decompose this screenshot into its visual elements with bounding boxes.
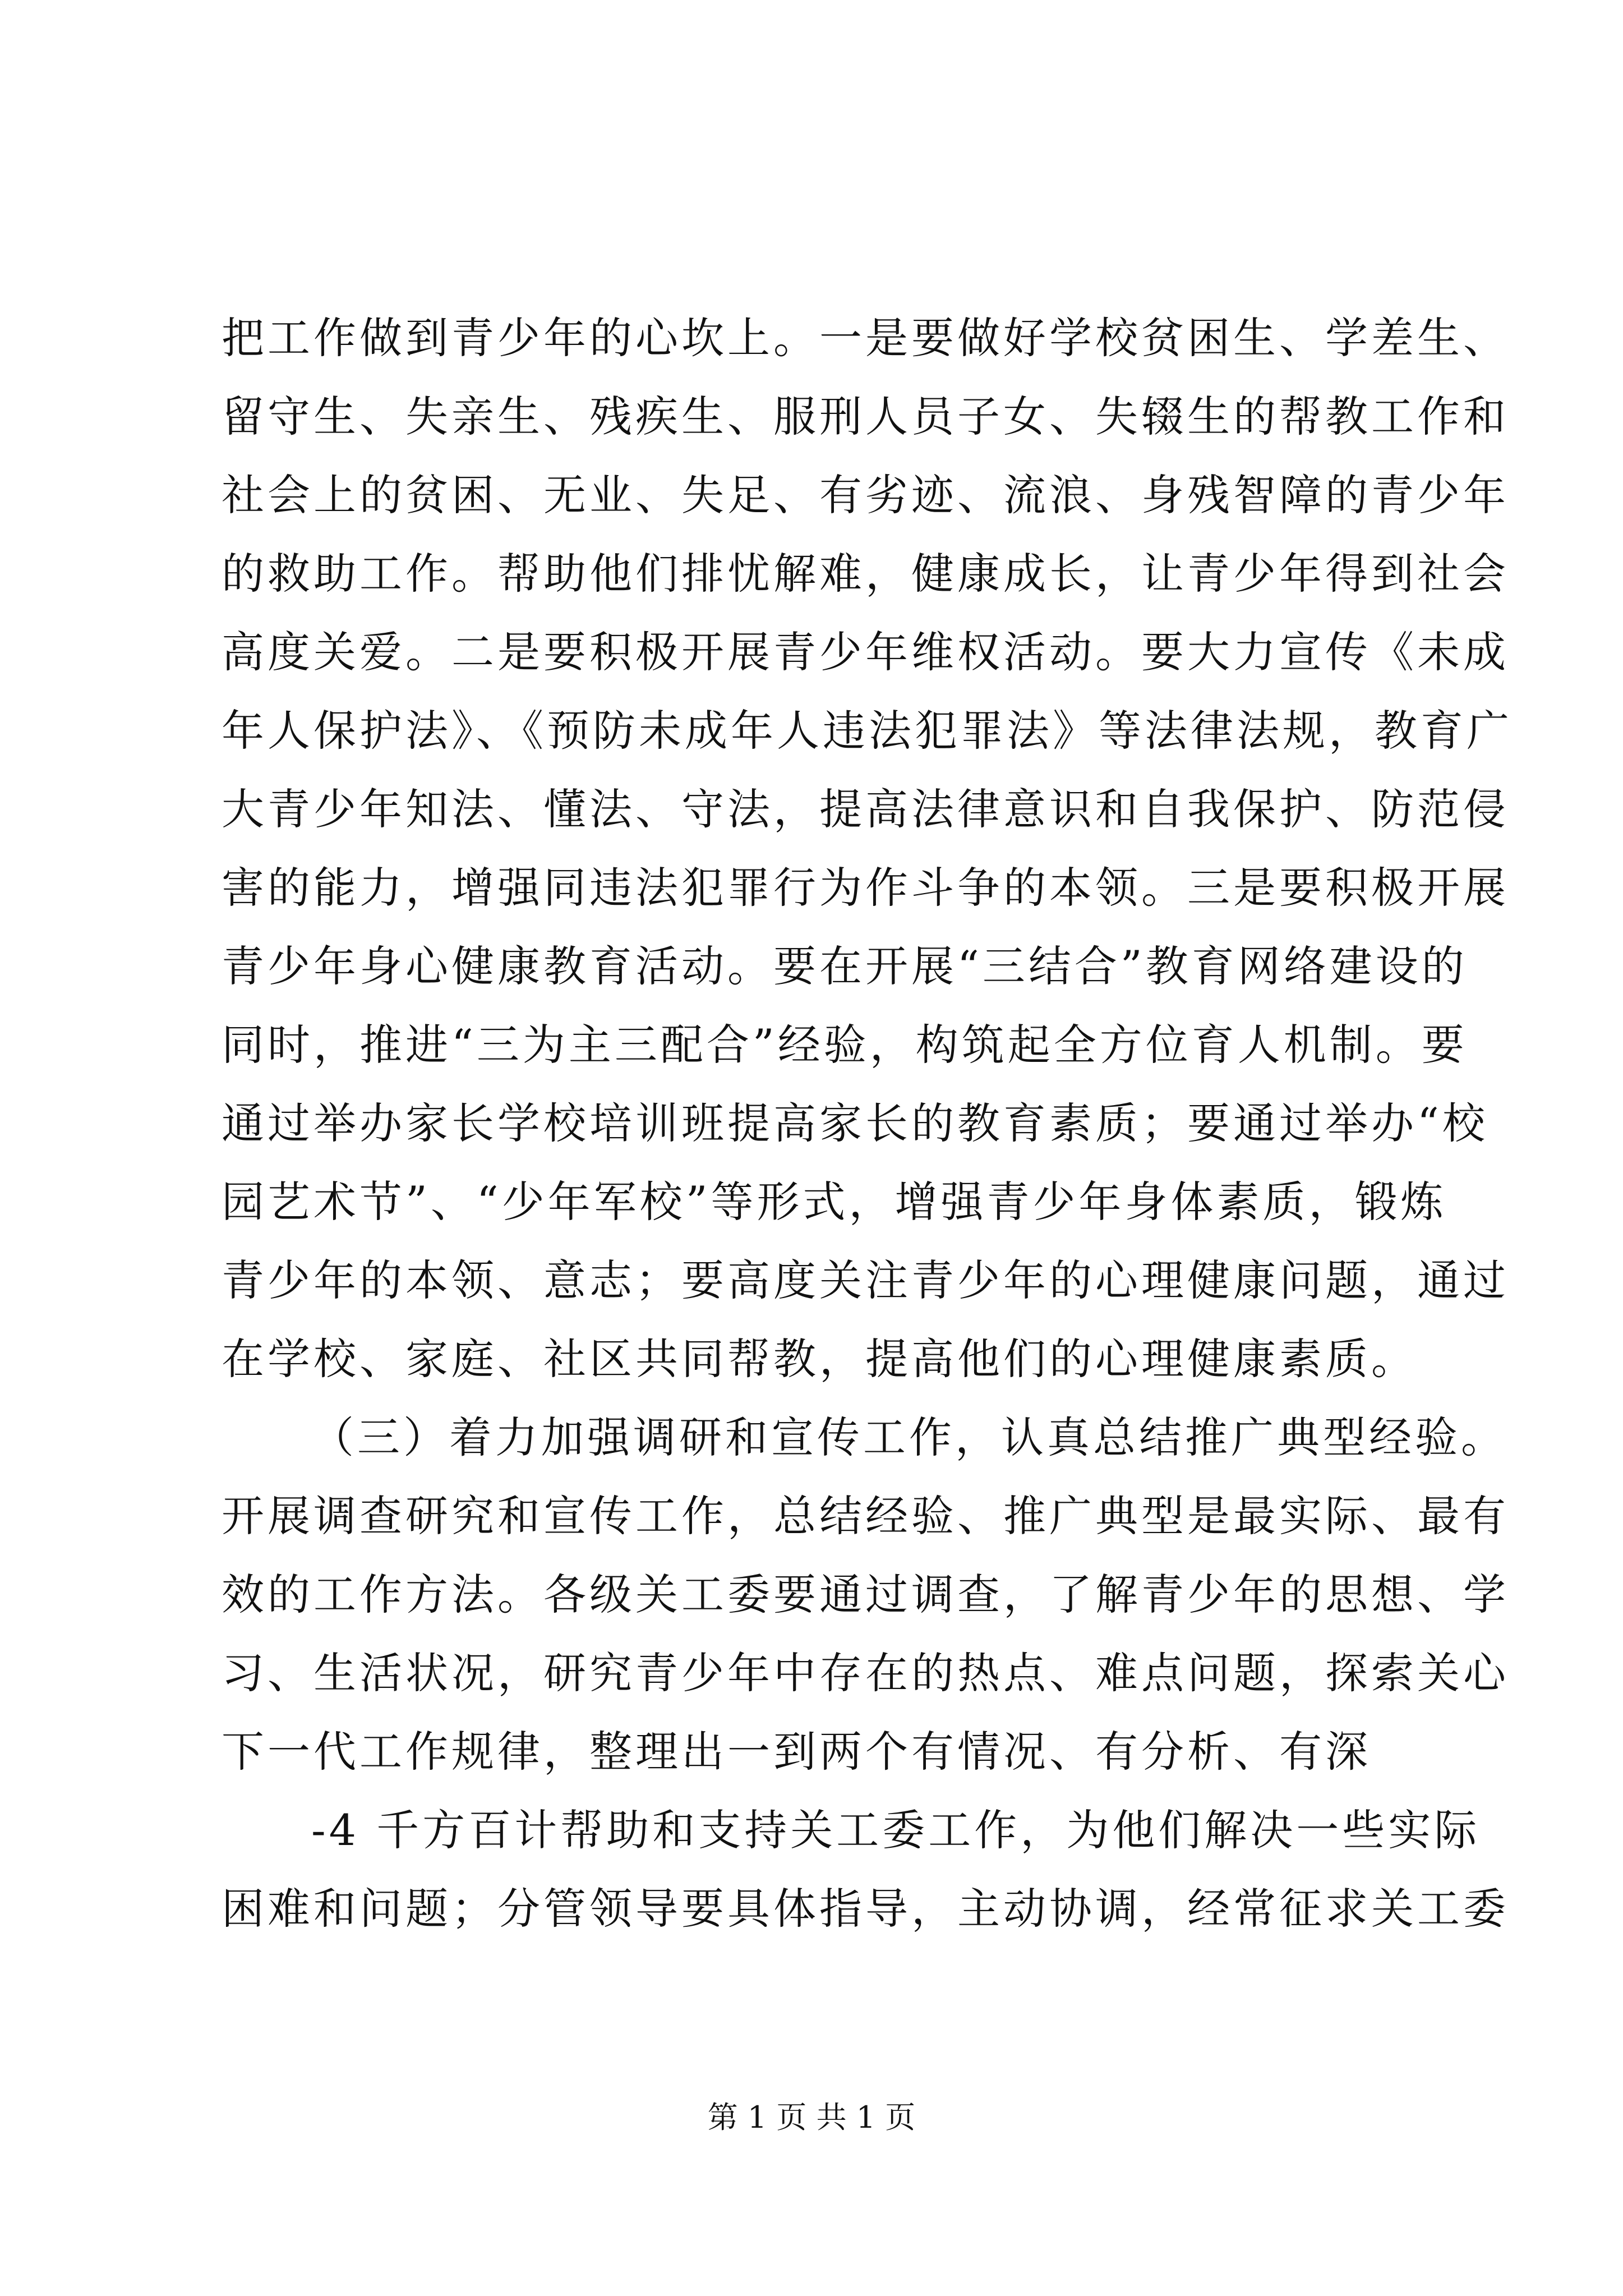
text-line: 高度关爱。二是要积极开展青少年维权活动。要大力宣传《未成	[222, 627, 1509, 677]
text-line: 留守生、失亲生、残疾生、服刑人员子女、失辍生的帮教工作和	[222, 392, 1509, 441]
text-line: 通过举办家长学校培训班提高家长的教育素质；要通过举办“校	[222, 1098, 1488, 1148]
text-line: 园艺术节”、“少年军校”等形式，增强青少年身体素质，锻炼	[222, 1177, 1447, 1227]
text-line: 社会上的贫困、无业、失足、有劣迹、流浪、身残智障的青少年	[222, 470, 1509, 520]
page-number-footer: 第 1 页 共 1 页	[707, 2100, 916, 2135]
text-line: 下一代工作规律，整理出一到两个有情况、有分析、有深	[222, 1727, 1371, 1777]
text-line: 青少年身心健康教育活动。要在开展“三结合”教育网络建设的	[222, 941, 1468, 991]
text-line: 青少年的本领、意志；要高度关注青少年的心理健康问题，通过	[222, 1255, 1509, 1305]
text-line: 同时，推进“三为主三配合”经验，构筑起全方位育人机制。要	[222, 1020, 1468, 1070]
text-line: 的救助工作。帮助他们排忧解难，健康成长，让青少年得到社会	[222, 549, 1509, 599]
text-line: 开展调查研究和宣传工作，总结经验、推广典型是最实际、最有	[222, 1491, 1509, 1541]
text-line: 在学校、家庭、社区共同帮教，提高他们的心理健康素质。	[222, 1334, 1417, 1384]
text-line: 效的工作方法。各级关工委要通过调查，了解青少年的思想、学	[222, 1570, 1509, 1619]
text-line: 年人保护法》、《预防未成年人违法犯罪法》等法律法规，教育广	[222, 706, 1513, 756]
text-line: 习、生活状况，研究青少年中存在的热点、难点问题，探索关心	[222, 1648, 1509, 1698]
text-line: 大青少年知法、懂法、守法，提高法律意识和自我保护、防范侵	[222, 784, 1509, 834]
text-line: -4 千方百计帮助和支持关工委工作，为他们解决一些实际	[311, 1805, 1481, 1855]
section-heading: （三）着力加强调研和宣传工作，认真总结推广典型经验。	[311, 1412, 1507, 1462]
text-line: 困难和问题；分管领导要具体指导，主动协调，经常征求关工委	[222, 1884, 1509, 1934]
text-line: 害的能力，增强同违法犯罪行为作斗争的本领。三是要积极开展	[222, 863, 1509, 913]
text-line: 把工作做到青少年的心坎上。一是要做好学校贫困生、学差生、	[222, 313, 1509, 363]
